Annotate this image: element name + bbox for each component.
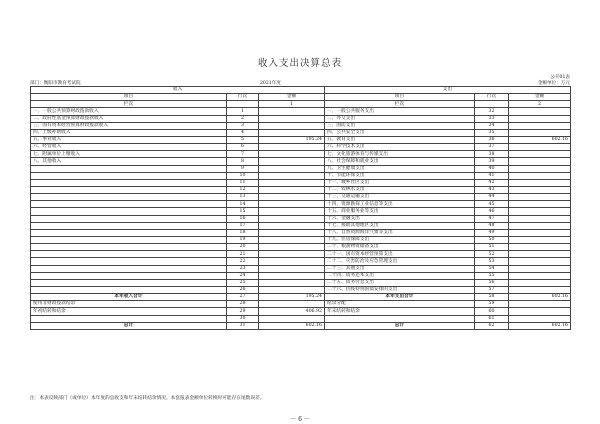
table-row	[31, 179, 571, 186]
expense-line: 57	[475, 286, 509, 293]
income-item	[31, 236, 227, 243]
expense-item: 十、节能环保支出	[325, 172, 475, 179]
expense-line: 51	[475, 244, 509, 251]
income-amount	[259, 165, 325, 172]
expense-item: 年末结转和结余	[325, 308, 475, 315]
income-column-label: 栏次	[31, 101, 227, 108]
income-item	[31, 272, 227, 279]
income-item	[31, 201, 227, 208]
expense-amount: 602.16	[509, 294, 571, 301]
income-amount	[259, 172, 325, 179]
income-line: 6	[227, 144, 259, 151]
income-item	[31, 229, 227, 236]
income-amount	[259, 251, 325, 258]
expense-line: 41	[475, 172, 509, 179]
expense-amount	[509, 265, 571, 272]
expense-item: 十四、资源勘探工业信息等支出	[325, 201, 475, 208]
expense-column-blank	[475, 101, 509, 108]
income-item: 二、政府性基金预算财政拨款收入	[31, 115, 227, 122]
table-row	[31, 244, 571, 251]
income-line: 19	[227, 236, 259, 243]
expense-line: 58	[475, 294, 509, 301]
expense-amount	[509, 286, 571, 293]
table-row	[31, 208, 571, 215]
expense-item: 本年支出合计	[325, 294, 475, 301]
income-line: 31	[227, 322, 259, 329]
income-item	[31, 186, 227, 193]
income-line: 8	[227, 158, 259, 165]
table-row	[31, 122, 571, 129]
income-item	[31, 179, 227, 186]
expense-line: 34	[475, 122, 509, 129]
income-line: 14	[227, 201, 259, 208]
expense-line: 53	[475, 258, 509, 265]
expense-amount	[509, 186, 571, 193]
income-amount	[259, 301, 325, 308]
table-row	[31, 165, 571, 172]
table-row	[31, 322, 571, 329]
income-item: 三、国有资本经营预算财政拨款收入	[31, 122, 227, 129]
header-row-columns	[31, 94, 571, 101]
expense-line: 47	[475, 215, 509, 222]
table-row	[31, 136, 571, 143]
expense-amount	[509, 208, 571, 215]
currency-unit: 金额单位：万元	[537, 81, 570, 86]
income-amount	[259, 265, 325, 272]
expense-amount	[509, 215, 571, 222]
expense-line: 42	[475, 179, 509, 186]
income-item	[31, 265, 227, 272]
table-row	[31, 158, 571, 165]
expense-item: 二十五、债务付息支出	[325, 279, 475, 286]
expense-item: 十九、住房保障支出	[325, 236, 475, 243]
income-line: 18	[227, 229, 259, 236]
income-item	[31, 279, 227, 286]
expense-amount	[509, 308, 571, 315]
income-column-number: 1	[259, 101, 325, 108]
expense-item: 八、社会保障和就业支出	[325, 158, 475, 165]
page-number: － 6 －	[290, 416, 310, 423]
income-amount	[259, 179, 325, 186]
income-line: 11	[227, 179, 259, 186]
expense-line: 37	[475, 144, 509, 151]
income-amount	[259, 215, 325, 222]
expense-column-label: 栏次	[325, 101, 475, 108]
expense-amount-header: 金额	[509, 94, 571, 101]
income-amount	[259, 208, 325, 215]
table-row	[31, 236, 571, 243]
expense-amount	[509, 272, 571, 279]
income-item-header: 项目	[31, 94, 227, 101]
expense-line: 61	[475, 315, 509, 322]
expense-amount	[509, 179, 571, 186]
table-row	[31, 186, 571, 193]
expense-amount: 602.16	[509, 322, 571, 329]
income-amount	[259, 158, 325, 165]
expense-line: 36	[475, 136, 509, 143]
header-row-section	[31, 87, 571, 94]
income-item: 八、其他收入	[31, 158, 227, 165]
expense-amount	[509, 201, 571, 208]
income-amount	[259, 151, 325, 158]
expense-line: 46	[475, 208, 509, 215]
expense-line-header: 行次	[475, 94, 509, 101]
expense-line: 35	[475, 129, 509, 136]
expense-line: 54	[475, 265, 509, 272]
expense-item: 二十、粮油物资储备支出	[325, 244, 475, 251]
income-amount	[259, 186, 325, 193]
income-amount	[259, 108, 325, 115]
income-amount	[259, 129, 325, 136]
expense-amount	[509, 122, 571, 129]
income-line-header: 行次	[227, 94, 259, 101]
expense-line: 32	[475, 108, 509, 115]
expense-amount	[509, 315, 571, 322]
table-row	[31, 215, 571, 222]
income-line: 27	[227, 294, 259, 301]
expense-line: 44	[475, 194, 509, 201]
header-row-column-numbers	[31, 101, 571, 108]
expense-item: 十七、援助其他地区支出	[325, 222, 475, 229]
income-amount: 406.92	[259, 308, 325, 315]
table-row	[31, 308, 571, 315]
income-amount	[259, 201, 325, 208]
income-line: 4	[227, 129, 259, 136]
expense-item: 结余分配	[325, 301, 475, 308]
expense-amount: 602.16	[509, 136, 571, 143]
expense-line: 43	[475, 186, 509, 193]
expense-item: 三、国防支出	[325, 122, 475, 129]
income-column-blank	[227, 101, 259, 108]
table-row	[31, 229, 571, 236]
expense-item: 十五、商业服务业等支出	[325, 208, 475, 215]
expense-amount	[509, 172, 571, 179]
income-line: 20	[227, 244, 259, 251]
table-row	[31, 251, 571, 258]
page-title: 收入支出决算总表	[257, 58, 342, 69]
income-item	[31, 258, 227, 265]
expense-line: 49	[475, 229, 509, 236]
table-row	[31, 272, 571, 279]
expense-item: 七、文化旅游体育与传媒支出	[325, 151, 475, 158]
expense-line: 56	[475, 279, 509, 286]
expense-item: 四、公共安全支出	[325, 129, 475, 136]
income-line: 26	[227, 286, 259, 293]
expense-line: 59	[475, 301, 509, 308]
expense-item: 九、卫生健康支出	[325, 165, 475, 172]
expense-line: 48	[475, 222, 509, 229]
expense-amount	[509, 129, 571, 136]
budget-table	[30, 86, 571, 330]
footnote: 注：本表反映部门（或单位）本年度的总收支和年末结转结余情况。本套报表金额单位转换时可能存在尾数误差。	[30, 396, 265, 401]
income-line: 16	[227, 215, 259, 222]
expense-item: 六、科学技术支出	[325, 144, 475, 151]
table-row	[31, 265, 571, 272]
expense-item: 二十六、抗疫特别国债安排的支出	[325, 286, 475, 293]
income-item	[31, 315, 227, 322]
expense-item: 十八、自然资源海洋气象等支出	[325, 229, 475, 236]
table-row	[31, 194, 571, 201]
table-row	[31, 144, 571, 151]
income-item	[31, 172, 227, 179]
income-amount	[259, 279, 325, 286]
income-line: 2	[227, 115, 259, 122]
income-line: 12	[227, 186, 259, 193]
income-amount	[259, 236, 325, 243]
table-row	[31, 301, 571, 308]
expense-line: 62	[475, 322, 509, 329]
expense-amount	[509, 108, 571, 115]
table-row	[31, 222, 571, 229]
income-item: 六、经营收入	[31, 144, 227, 151]
expense-line: 33	[475, 115, 509, 122]
income-line: 23	[227, 265, 259, 272]
income-item	[31, 215, 227, 222]
income-item	[31, 208, 227, 215]
income-amount	[259, 286, 325, 293]
expense-amount	[509, 115, 571, 122]
income-line: 1	[227, 108, 259, 115]
expense-item: 总计	[325, 322, 475, 329]
expense-amount	[509, 158, 571, 165]
income-header: 收入	[31, 87, 325, 94]
expense-line: 55	[475, 272, 509, 279]
expense-amount	[509, 165, 571, 172]
income-line: 9	[227, 165, 259, 172]
unit-name: 部门：衡阳市教育考试院	[30, 81, 81, 86]
income-amount: 602.16	[259, 322, 325, 329]
income-amount	[259, 244, 325, 251]
income-line: 25	[227, 279, 259, 286]
table-row	[31, 201, 571, 208]
expense-item: 二十四、债务还本支出	[325, 272, 475, 279]
table-row	[31, 294, 571, 301]
income-line: 30	[227, 315, 259, 322]
income-amount	[259, 144, 325, 151]
expense-item	[325, 315, 475, 322]
expense-line: 60	[475, 308, 509, 315]
income-item	[31, 286, 227, 293]
income-amount	[259, 229, 325, 236]
expense-amount	[509, 258, 571, 265]
expense-item: 二、外交支出	[325, 115, 475, 122]
expense-amount	[509, 301, 571, 308]
expense-item-header: 项目	[325, 94, 475, 101]
income-item	[31, 165, 227, 172]
income-line: 7	[227, 151, 259, 158]
table-row	[31, 172, 571, 179]
table-row	[31, 315, 571, 322]
income-item: 使用非财政拨款结余	[31, 301, 227, 308]
income-item: 五、事业收入	[31, 136, 227, 143]
table-row	[31, 115, 571, 122]
expense-line: 50	[475, 236, 509, 243]
income-line: 29	[227, 308, 259, 315]
income-amount: 195.24	[259, 136, 325, 143]
income-line: 17	[227, 222, 259, 229]
income-line: 5	[227, 136, 259, 143]
table-row	[31, 279, 571, 286]
income-line: 3	[227, 122, 259, 129]
expense-column-number: 2	[509, 101, 571, 108]
expense-amount	[509, 251, 571, 258]
income-item: 总计	[31, 322, 227, 329]
income-amount	[259, 194, 325, 201]
table-row	[31, 286, 571, 293]
table-row	[31, 258, 571, 265]
expense-item: 十二、农林水支出	[325, 186, 475, 193]
expense-item: 五、教育支出	[325, 136, 475, 143]
income-line: 28	[227, 301, 259, 308]
expense-item: 二十二、灾害防治及应急管理支出	[325, 258, 475, 265]
expense-item: 二十一、国有资本经营预算支出	[325, 251, 475, 258]
income-line: 15	[227, 208, 259, 215]
table-row	[31, 151, 571, 158]
expense-amount	[509, 244, 571, 251]
table-row	[31, 129, 571, 136]
income-amount	[259, 315, 325, 322]
expense-item: 十六、金融支出	[325, 215, 475, 222]
income-item: 一、一般公共预算财政拨款收入	[31, 108, 227, 115]
expense-amount	[509, 229, 571, 236]
income-item	[31, 244, 227, 251]
income-amount	[259, 258, 325, 265]
income-item	[31, 194, 227, 201]
expense-item: 十一、城乡社区支出	[325, 179, 475, 186]
expense-item: 十三、交通运输支出	[325, 194, 475, 201]
income-item	[31, 222, 227, 229]
income-amount-header: 金额	[259, 94, 325, 101]
income-line: 10	[227, 172, 259, 179]
expense-line: 38	[475, 151, 509, 158]
income-amount	[259, 115, 325, 122]
expense-amount	[509, 151, 571, 158]
income-item: 四、上级补助收入	[31, 129, 227, 136]
table-row	[31, 108, 571, 115]
expense-line: 45	[475, 201, 509, 208]
form-code: 公开01表	[550, 75, 570, 80]
expense-item: 一、一般公共服务支出	[325, 108, 475, 115]
income-amount	[259, 122, 325, 129]
expense-amount	[509, 194, 571, 201]
income-item: 年初结转和结余	[31, 308, 227, 315]
income-amount	[259, 222, 325, 229]
income-amount	[259, 272, 325, 279]
income-line: 24	[227, 272, 259, 279]
expense-amount	[509, 279, 571, 286]
income-line: 21	[227, 251, 259, 258]
expense-amount	[509, 222, 571, 229]
income-item	[31, 251, 227, 258]
expense-item: 二十三、其他支出	[325, 265, 475, 272]
income-amount: 195.24	[259, 294, 325, 301]
expense-amount	[509, 144, 571, 151]
income-line: 13	[227, 194, 259, 201]
fiscal-year: 2021年度	[260, 81, 281, 86]
income-item: 本年收入合计	[31, 294, 227, 301]
expense-amount	[509, 236, 571, 243]
expense-header: 支出	[325, 87, 571, 94]
expense-line: 40	[475, 165, 509, 172]
income-item: 七、附属单位上缴收入	[31, 151, 227, 158]
expense-line: 39	[475, 158, 509, 165]
income-line: 22	[227, 258, 259, 265]
expense-line: 52	[475, 251, 509, 258]
